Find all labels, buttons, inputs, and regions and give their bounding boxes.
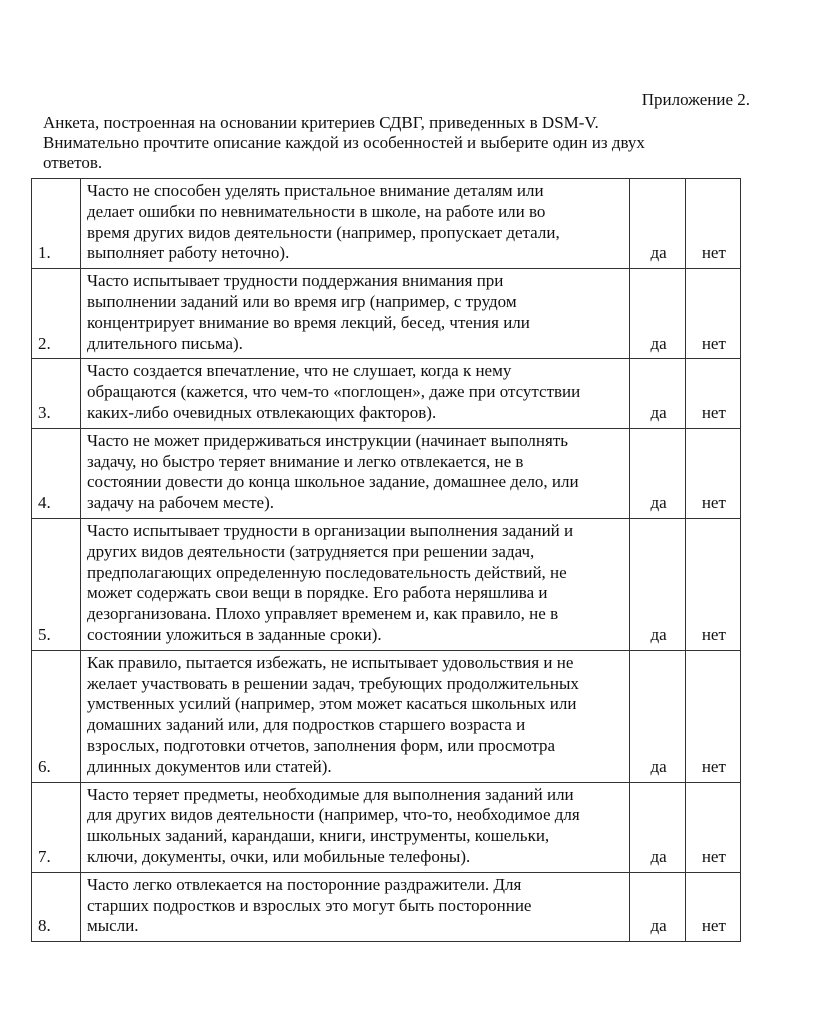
- question-text-line: Часто испытывает трудности поддержания внимания при: [87, 271, 504, 291]
- question-text: [81, 269, 630, 359]
- question-number: 4.: [32, 428, 81, 518]
- question-text: [81, 650, 630, 782]
- question-number: 1.: [32, 179, 81, 269]
- question-row: [32, 179, 741, 269]
- question-text-line: Часто легко отвлекается на посторонние раздражители. Для: [87, 874, 522, 894]
- answer-no-option[interactable]: нет: [685, 428, 740, 518]
- question-text-line: концентрирует внимание во время лекций, бесед, чтения или: [87, 312, 530, 332]
- question-text-line: дезорганизована. Плохо управляет временем и, как правило, не в: [87, 604, 559, 624]
- question-text-line: домашних заданий или, для подростков старшего возраста и: [87, 715, 526, 735]
- question-row: [32, 428, 741, 518]
- questionnaire-body: [32, 179, 741, 942]
- question-text-line: старших подростков и взрослых это могут быть посторонние: [87, 895, 532, 915]
- answer-no-option[interactable]: нет: [685, 650, 740, 782]
- question-number: 8.: [32, 872, 81, 941]
- question-text: [81, 518, 630, 650]
- question-text-line: каких-либо очевидных отвлекающих факторов).: [87, 402, 437, 422]
- question-text-line: ключи, документы, очки, или мобильные телефоны).: [87, 846, 471, 866]
- question-row: [32, 269, 741, 359]
- question-text: [81, 872, 630, 941]
- answer-yes-option[interactable]: да: [630, 650, 685, 782]
- question-text: [81, 179, 630, 269]
- appendix-label: Приложение 2.: [641, 90, 750, 109]
- answer-yes-option[interactable]: да: [630, 359, 685, 428]
- question-row: [32, 782, 741, 872]
- question-number: 2.: [32, 269, 81, 359]
- question-text-line: задачу, но быстро теряет внимание и легко отвлекается, не в: [87, 451, 524, 471]
- question-text-line: состоянии довести до конца школьное задание, домашнее дело, или: [87, 472, 579, 492]
- question-number: 5.: [32, 518, 81, 650]
- question-text-line: желает участвовать в решении задач, требующих продолжительных: [87, 673, 579, 693]
- question-text-line: делает ошибки по невнимательности в школе, на работе или во: [87, 201, 546, 221]
- question-text-line: время других видов деятельности (например, пропускает детали,: [87, 222, 560, 242]
- question-text: [81, 359, 630, 428]
- question-text-line: взрослых, подготовки отчетов, заполнения форм, или просмотра: [87, 735, 556, 755]
- question-row: [32, 359, 741, 428]
- question-number: 3.: [32, 359, 81, 428]
- question-text-line: задачу на рабочем месте).: [87, 493, 274, 513]
- answer-yes-option[interactable]: да: [630, 872, 685, 941]
- question-text-line: Часто не способен уделять пристальное внимание деталям или: [87, 181, 544, 200]
- question-number: 7.: [32, 782, 81, 872]
- question-text-line: других видов деятельности (затрудняется при решении задач,: [87, 541, 535, 561]
- answer-no-option[interactable]: нет: [685, 518, 740, 650]
- question-text-line: умственных усилий (например, этом может касаться школьных или: [87, 694, 577, 714]
- question-text: [81, 428, 630, 518]
- question-text-line: состоянии уложиться в заданные сроки).: [87, 624, 382, 644]
- question-row: [32, 650, 741, 782]
- answer-yes-option[interactable]: да: [630, 518, 685, 650]
- answer-no-option[interactable]: нет: [685, 872, 740, 941]
- question-row: [32, 518, 741, 650]
- questionnaire-table: [31, 178, 741, 942]
- question-number: 6.: [32, 650, 81, 782]
- intro-line: Внимательно прочтите описание каждой из особенностей и выберите один из двух: [43, 133, 645, 152]
- question-text-line: Часто испытывает трудности в организации выполнения заданий и: [87, 520, 574, 540]
- answer-no-option[interactable]: нет: [685, 269, 740, 359]
- question-text-line: Часто теряет предметы, необходимые для выполнения заданий или: [87, 784, 574, 804]
- questionnaire-intro: [43, 113, 743, 173]
- question-text-line: выполнении заданий или во время игр (например, с трудом: [87, 291, 517, 311]
- answer-yes-option[interactable]: да: [630, 782, 685, 872]
- answer-yes-option[interactable]: да: [630, 179, 685, 269]
- question-text-line: школьных заданий, карандаши, книги, инструменты, кошельки,: [87, 826, 550, 846]
- answer-no-option[interactable]: нет: [685, 359, 740, 428]
- question-text-line: может содержать свои вещи в порядке. Его работа неряшлива и: [87, 583, 548, 603]
- question-text-line: длительного письма).: [87, 333, 243, 353]
- question-text: [81, 782, 630, 872]
- question-text-line: длинных документов или статей).: [87, 756, 332, 776]
- answer-no-option[interactable]: нет: [685, 782, 740, 872]
- answer-no-option[interactable]: нет: [685, 179, 740, 269]
- question-text-line: мысли.: [87, 916, 139, 936]
- answer-yes-option[interactable]: да: [630, 428, 685, 518]
- question-text-line: Как правило, пытается избежать, не испытывает удовольствия и не: [87, 652, 574, 672]
- question-text-line: для других видов деятельности (например, что-то, необходимое для: [87, 805, 580, 825]
- question-text-line: выполняет работу неточно).: [87, 243, 290, 263]
- intro-line: Анкета, построенная на основании критериев СДВГ, приведенных в DSM-V.: [43, 113, 599, 132]
- question-row: [32, 872, 741, 941]
- intro-line: ответов.: [43, 153, 103, 172]
- question-text-line: Часто не может придерживаться инструкции (начинает выполнять: [87, 430, 569, 450]
- question-text-line: предполагающих определенную последовательность действий, не: [87, 562, 567, 582]
- question-text-line: обращаются (кажется, что чем-то «поглощен», даже при отсутствии: [87, 382, 581, 402]
- question-text-line: Часто создается впечатление, что не слушает, когда к нему: [87, 361, 512, 381]
- answer-yes-option[interactable]: да: [630, 269, 685, 359]
